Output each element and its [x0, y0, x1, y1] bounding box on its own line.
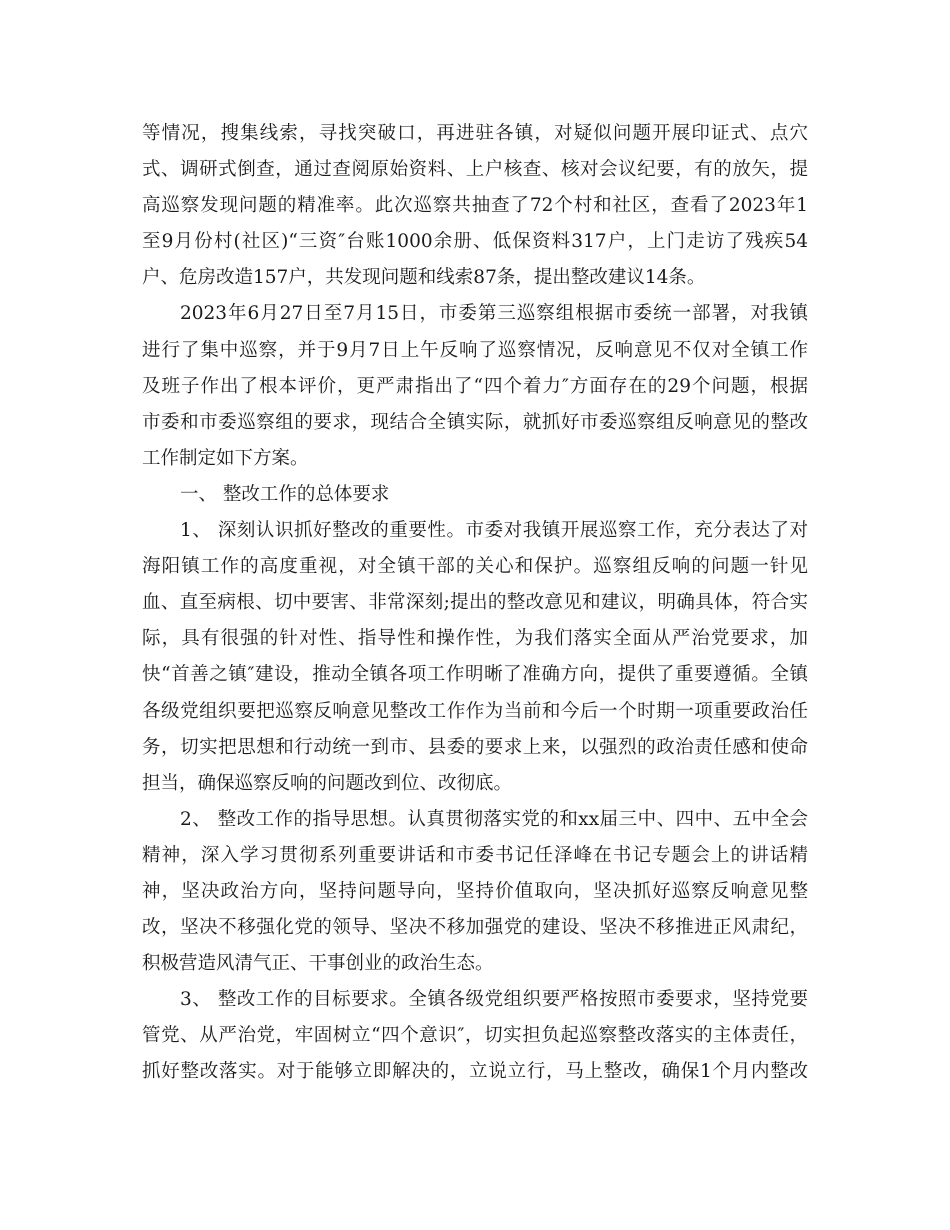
- text-line: 2023年6月27日至7月15日，市委第三巡察组根据市委统一部署，对我镇: [180, 303, 808, 325]
- text-line: 3、 整改工作的目标要求。全镇各级党组织要严格按照市委要求，坚持党要: [180, 989, 808, 1011]
- text-line: 改，坚决不移强化党的领导、坚决不移加强党的建设、坚决不移推进正风肃纪，: [142, 917, 808, 939]
- text-line: 1、 深刻认识抓好整改的重要性。市委对我镇开展巡察工作，充分表达了对: [180, 520, 808, 542]
- text-line: 抓好整改落实。对于能够立即解决的，立说立行，马上整改，确保1个月内整改: [142, 1061, 808, 1083]
- text-line: 神，坚决政治方向，坚持问题导向，坚持价值取向，坚决抓好巡察反响意见整: [142, 880, 808, 902]
- text-line: 血、直至病根、切中要害、非常深刻;提出的整改意见和建议，明确具体，符合实: [142, 592, 808, 614]
- text-line: 精神，深入学习贯彻系列重要讲话和市委书记任泽峰在书记专题会上的讲话精: [142, 844, 808, 866]
- text-line: 积极营造风清气正、干事创业的政治生态。: [142, 953, 494, 975]
- text-line: 一、 整改工作的总体要求: [180, 483, 390, 505]
- text-line: 各级党组织要把巡察反响意见整改工作作为当前和今后一个时期一项重要政治任: [142, 700, 808, 722]
- text-line: 管党、从严治党，牢固树立“四个意识″，切实担负起巡察整改落实的主体责任，: [142, 1025, 808, 1047]
- text-line: 2、 整改工作的指导思想。认真贯彻落实党的和xx届三中、四中、五中全会: [180, 808, 808, 830]
- text-line: 市委和市委巡察组的要求，现结合全镇实际，就抓好市委巡察组反响意见的整改: [142, 411, 808, 433]
- text-line: 式、调研式倒查，通过查阅原始资料、上户核查、核对会议纪要，有的放矢，提: [142, 159, 808, 181]
- text-line: 海阳镇工作的高度重视，对全镇干部的关心和保护。巡察组反响的问题一针见: [142, 556, 808, 578]
- text-line: 进行了集中巡察，并于9月7日上午反响了巡察情况，反响意见不仅对全镇工作: [142, 339, 808, 361]
- text-line: 工作制定如下方案。: [142, 447, 309, 469]
- text-line: 等情况，搜集线索，寻找突破口，再进驻各镇，对疑似问题开展印证式、点穴: [142, 123, 808, 144]
- text-line: 际，具有很强的针对性、指导性和操作性，为我们落实全面从严治党要求，加: [142, 628, 808, 650]
- text-line: 担当，确保巡察反响的问题改到位、改彻底。: [142, 772, 513, 794]
- text-line: 户、危房改造157户，共发现问题和线索87条，提出整改建议14条。: [142, 267, 706, 289]
- text-line: 至9月份村(社区)“三资″台账1000余册、低保资料317户，上门走访了残疾54: [142, 231, 808, 253]
- text-line: 及班子作出了根本评价，更严肃指出了“四个着力″方面存在的29个问题，根据: [142, 375, 808, 397]
- text-line: 快“首善之镇″建设，推动全镇各项工作明晰了准确方向，提供了重要遵循。全镇: [142, 664, 808, 686]
- text-line: 高巡察发现问题的精准率。此次巡察共抽查了72个村和社区，查看了2023年1: [142, 195, 808, 217]
- document-page: [142, 116, 808, 1091]
- text-line: 务，切实把思想和行动统一到市、县委的要求上来，以强烈的政治责任感和使命: [142, 736, 808, 758]
